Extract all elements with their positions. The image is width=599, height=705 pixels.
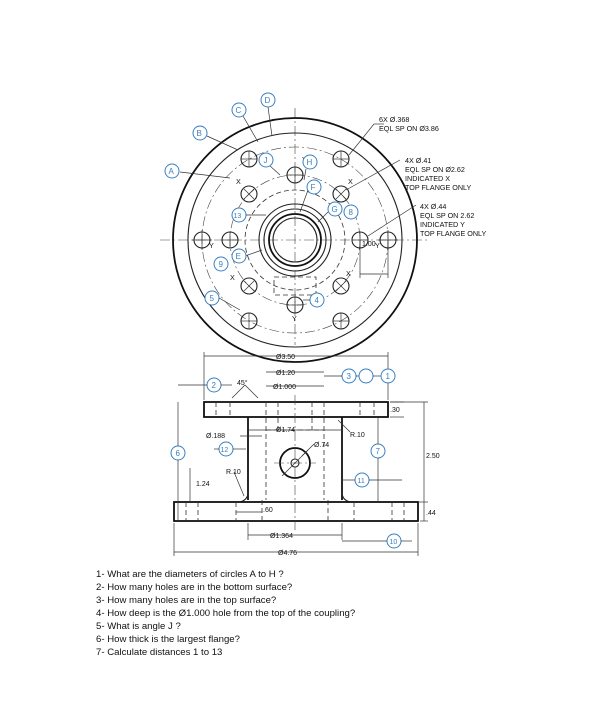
callout-10-label: 10 [389,539,398,546]
note-x-line2: EQL SP ON Ø2.62 [405,165,465,174]
bottom-flange [174,502,418,521]
dim-d1364: Ø1.364 [270,533,293,540]
dim-124: 1.24 [196,481,210,488]
dim-1-00: 1.00 [362,241,376,248]
dim-angle-45: 45° [237,380,248,387]
leader-6x [349,124,374,155]
dim-d350: Ø3.50 [276,354,296,361]
callout-C-label: C [235,106,242,115]
note-x-line4: TOP FLANGE ONLY [405,183,472,192]
dim-d174: Ø1.74 [276,427,296,434]
question-4: 4- How deep is the Ø1.000 hole from the top of the coupling? [96,608,356,619]
callout-1-label: 1 [385,372,390,381]
note-x-line1: 4X Ø.41 [405,156,432,165]
callout-7-label: 7 [375,447,380,456]
callout-4-label: 4 [314,296,319,305]
question-2: 2- How many holes are in the bottom surface? [96,582,293,593]
question-list [96,568,576,659]
callout-H-label: H [306,158,313,167]
note-6x-line1: 6X Ø.368 [379,115,410,124]
dim-r10-left: R.10 [226,469,241,476]
note-x-line3: INDICATED X [405,174,450,183]
dim-d1000: Ø1.000 [273,384,296,391]
note-y-line2: EQL SP ON 2.62 [420,211,475,220]
dim-250: 2.50 [426,453,440,460]
question-1: 1- What are the diameters of circles A to H ? [96,569,284,580]
note-y-line3: INDICATED Y [420,220,465,229]
dim-44: .44 [426,510,436,517]
y-mark: Y [292,314,297,323]
y-mark: Y [375,241,380,250]
callout-13-label: 13 [233,213,242,220]
dim-d120: Ø1.20 [276,370,296,377]
callout-5-label: 5 [209,294,214,303]
front-view [174,395,418,530]
callout-8-label: 8 [348,208,353,217]
dim-d476: Ø4.76 [278,550,298,557]
callout-F-label: F [310,183,316,192]
question-5: 5- What is angle J ? [96,621,181,632]
question-6: 6- How thick is the largest flange? [96,634,240,645]
question-7: 7- Calculate distances 1 to 13 [96,647,223,658]
top-view [160,108,430,362]
dim-d188: Ø.188 [206,433,226,440]
callout-3-label: 3 [346,372,351,381]
callout-E-label: E [235,252,241,261]
callout-1-bracket [359,369,373,383]
callout-G-label: G [331,205,338,214]
callout-6-label: 6 [175,449,180,458]
dim-r10-right: R.10 [350,432,365,439]
callout-D-label: D [264,96,271,105]
notes [379,115,487,238]
callout-12-label: 12 [220,447,229,454]
callout-11-label: 11 [357,478,365,485]
dim-30: .30 [390,407,400,414]
callout-B-label: B [196,129,202,138]
callout-9-label: 9 [218,260,223,269]
x-mark: X [348,177,353,186]
dim-60: .60 [263,507,273,514]
leader-y [368,205,416,236]
y-mark: Y [209,241,214,250]
leader-x [346,160,400,190]
dim-d074: Ø.74 [314,442,330,449]
note-y-line1: 4X Ø.44 [420,202,447,211]
x-mark: X [230,273,235,282]
x-mark: X [236,177,241,186]
note-y-line4: TOP FLANGE ONLY [420,229,487,238]
callout-J-label: J [263,156,268,165]
note-6x-line2: EQL SP ON Ø3.86 [379,124,439,133]
callout-A-label: A [168,167,174,176]
question-3: 3- How many holes are in the top surface? [96,595,277,606]
callout-2-label: 2 [211,381,216,390]
x-mark: X [346,269,351,278]
